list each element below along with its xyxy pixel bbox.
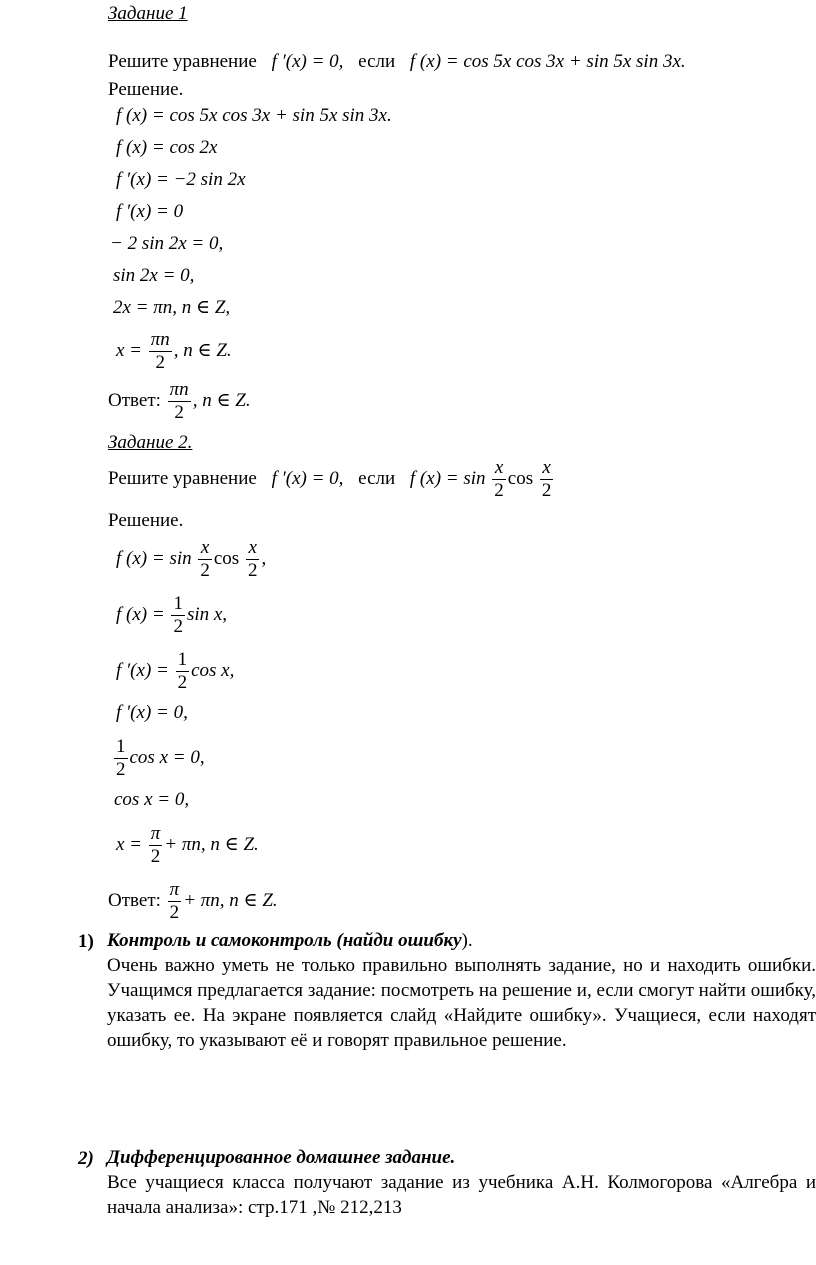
task2-line-3: [116, 650, 234, 693]
l1-c: ,: [261, 547, 267, 569]
statement-eq1: f ′(x) = 0,: [271, 467, 344, 489]
answer-label: Ответ:: [108, 889, 161, 911]
half-x-fraction: [540, 458, 554, 501]
half-x-fraction: [198, 538, 212, 581]
task1-line-7: 2x = πn, n ∈ Z,: [113, 297, 231, 318]
l1-b: cos: [213, 547, 240, 569]
l3-a: f ′(x) =: [116, 659, 169, 681]
x-eq: x =: [116, 339, 143, 361]
task1-answer: [108, 380, 251, 423]
frac-num: πn: [150, 329, 170, 350]
pi-over-2-fraction: [149, 824, 163, 867]
task2-solution-label: Решение.: [108, 510, 184, 531]
l7-a: x =: [116, 833, 143, 855]
task2-line-2: [116, 594, 227, 637]
frac-num: π: [150, 823, 161, 844]
task1-line-8: [116, 330, 232, 373]
task2-title: Задание 2.: [108, 432, 193, 453]
task1-line-3: f ′(x) = −2 sin 2x: [116, 169, 246, 190]
fraction-pin-over-2: [149, 330, 172, 373]
task1-line-4: f ′(x) = 0: [116, 201, 184, 222]
frac-num: x: [492, 458, 506, 480]
frac-num: πn: [169, 379, 189, 400]
section2-title: Дифференцированное домашнее задание.: [107, 1147, 456, 1168]
task1-solution-label: Решение.: [108, 79, 184, 100]
task1-line-1: f (x) = cos 5x cos 3x + sin 5x sin 3x.: [116, 105, 392, 126]
section1-heading: [107, 931, 473, 950]
l3-b: cos x,: [191, 659, 235, 681]
half-fraction: [171, 594, 185, 637]
frac-num: 1: [173, 593, 183, 614]
frac-den: 2: [116, 758, 126, 780]
frac-den: 2: [150, 845, 161, 867]
answer-tail: , n ∈ Z.: [192, 389, 251, 411]
task2-line-4: f ′(x) = 0,: [116, 702, 188, 723]
frac-den: 2: [173, 615, 183, 637]
answer-tail: + πn, n ∈ Z.: [183, 889, 278, 911]
statement-eq2: f (x) = cos 5x cos 3x + sin 5x sin 3x.: [409, 51, 686, 72]
frac-num: π: [169, 879, 180, 900]
statement-if: если: [358, 51, 396, 72]
task1-line-2: f (x) = cos 2x: [116, 137, 218, 158]
section2-number: 2): [78, 1148, 94, 1169]
statement-prefix: Решите уравнение: [108, 51, 257, 72]
frac-num: x: [540, 458, 554, 480]
section1-title-end: ).: [461, 930, 473, 951]
task1-statement: [108, 52, 686, 71]
statement-if: если: [358, 467, 396, 489]
frac-den: 2: [200, 559, 210, 581]
statement-eq2-a: f (x) = sin: [409, 467, 486, 489]
l5-b: cos x = 0,: [129, 746, 205, 768]
task2-statement: [108, 458, 555, 501]
frac-num: 1: [177, 649, 188, 670]
answer-label: Ответ:: [108, 389, 161, 411]
statement-eq2-b: cos: [507, 467, 534, 489]
section2-text: Все учащиеся класса получают задание из учебника А.Н. Колмогорова «Алгебра и начала анализа»: стр.171 ,№ 212,213: [107, 1172, 816, 1218]
task2-line-1: [116, 538, 266, 581]
x-tail: , n ∈ Z.: [173, 339, 232, 361]
frac-num: x: [198, 538, 212, 560]
frac-num: x: [246, 538, 260, 560]
l1-a: f (x) = sin: [116, 547, 192, 569]
statement-prefix: Решите уравнение: [108, 467, 257, 489]
section1-text: Очень важно уметь не только правильно выполнять задание, но и находить ошибки. Учащимся предлагается задание: посмотреть на решение и, если смогут найти ошибку, указать ее. На экране появляется слайд «Найдите ошибку». Учащиеся, если находят ошибку, то указывают её и говорят правильное решение.: [107, 955, 816, 1051]
task2-line-6: cos x = 0,: [114, 789, 190, 810]
frac-den: 2: [247, 559, 258, 581]
statement-eq1: f ′(x) = 0,: [271, 51, 344, 72]
task2-line-5: [112, 737, 205, 780]
l2-b: sin x,: [186, 603, 228, 625]
frac-den: 2: [177, 671, 188, 693]
frac-den: 2: [155, 351, 166, 373]
half-fraction: [114, 737, 128, 780]
l7-b: + πn, n ∈ Z.: [164, 833, 259, 855]
task1-line-6: sin 2x = 0,: [113, 265, 195, 286]
half-x-fraction: [246, 538, 260, 581]
frac-den: 2: [541, 479, 552, 501]
answer-fraction: [168, 380, 191, 423]
l2-a: f (x) =: [116, 603, 165, 625]
half-x-fraction: [492, 458, 506, 501]
task1-line-5: − 2 sin 2x = 0,: [110, 233, 224, 254]
task2-answer: [108, 880, 278, 923]
frac-den: 2: [494, 479, 504, 501]
frac-num: 1: [116, 736, 126, 757]
task2-line-7: [116, 824, 259, 867]
half-fraction: [176, 650, 190, 693]
pi-over-2-fraction: [168, 880, 182, 923]
section1-title: Контроль и самоконтроль (найди ошибку: [107, 930, 462, 951]
frac-den: 2: [174, 401, 184, 423]
section1-number: 1): [78, 931, 94, 952]
task1-title: Задание 1: [108, 3, 188, 24]
frac-den: 2: [169, 901, 180, 923]
